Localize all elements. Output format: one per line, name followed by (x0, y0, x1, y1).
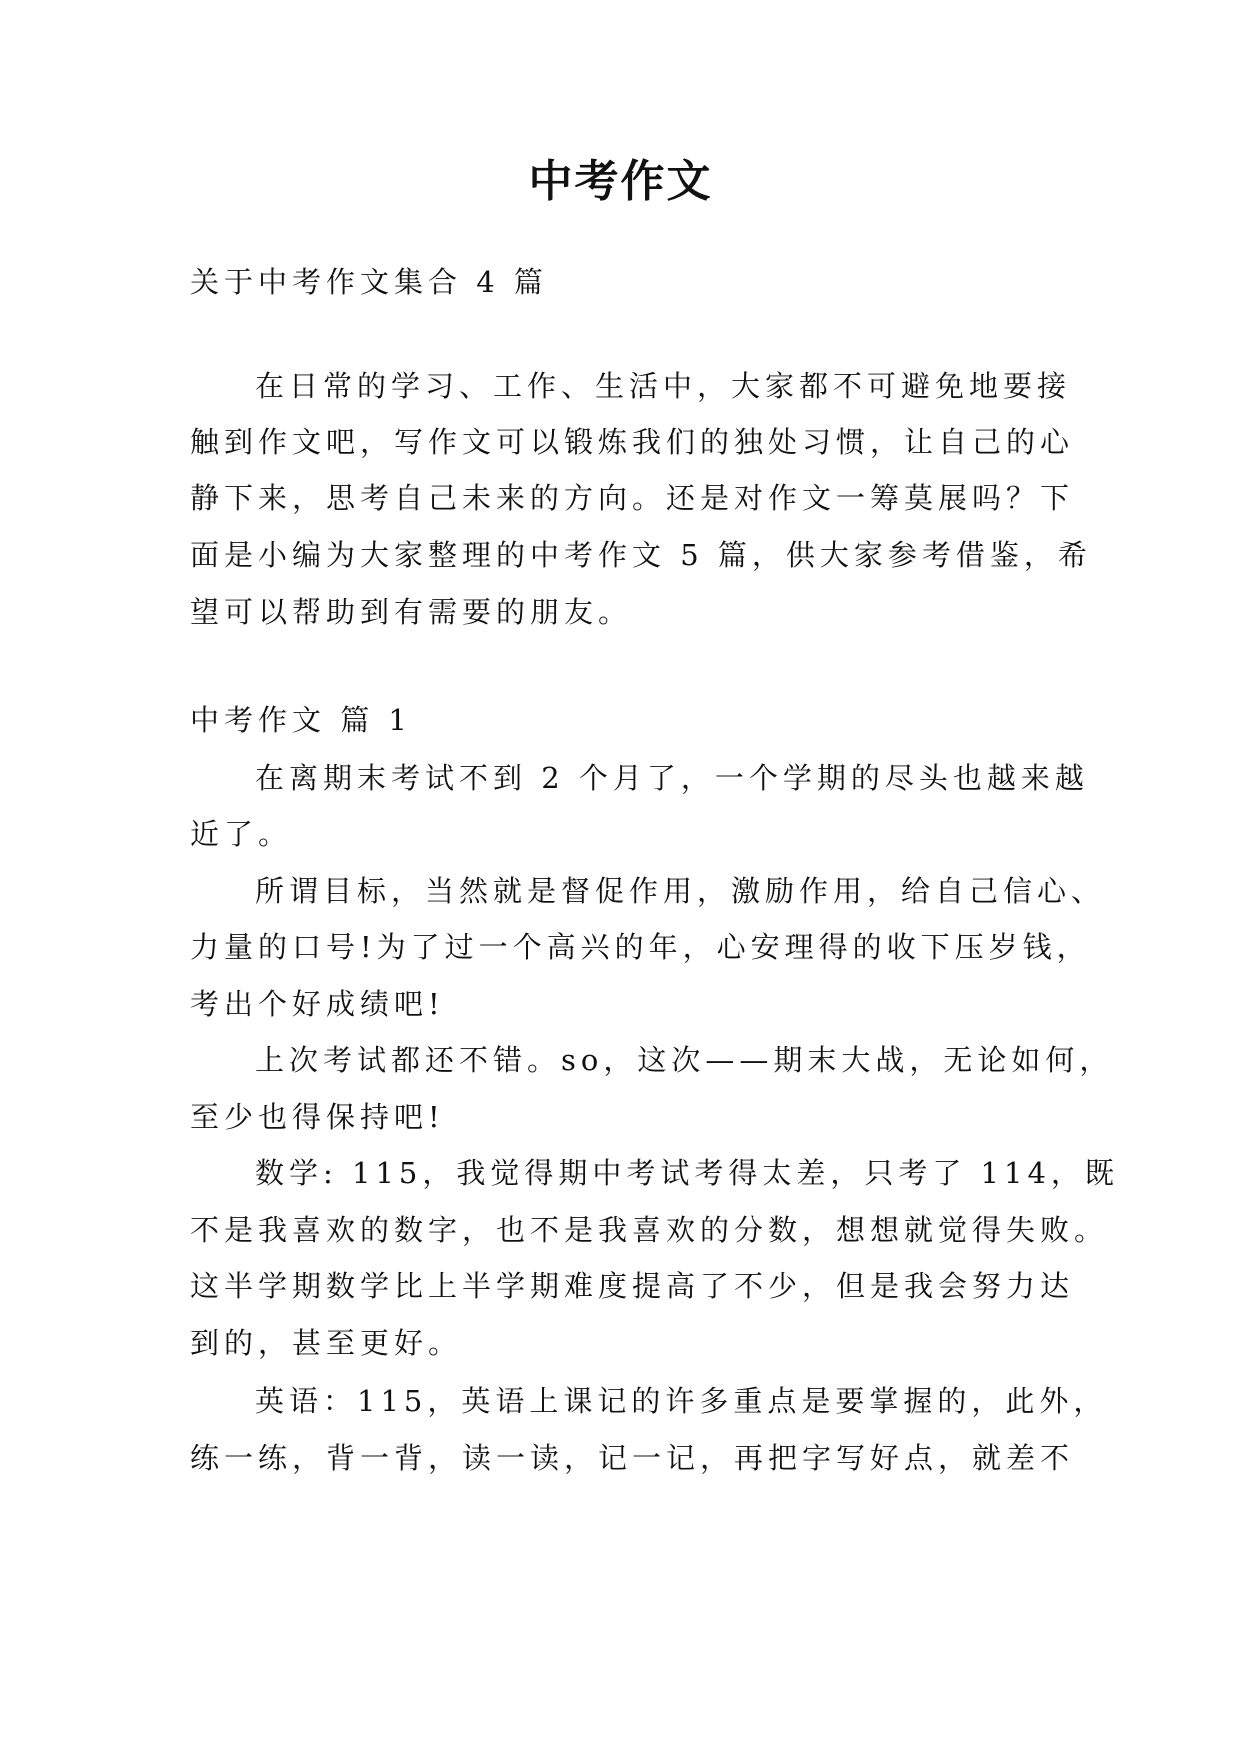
body-line: 数学: 115，我觉得期中考试考得太差，只考了 114，既 (255, 1156, 1119, 1190)
intro-line: 在日常的学习、工作、生活中，大家都不可避免地要接 (255, 369, 1072, 403)
intro-line: 触到作文吧，写作文可以锻炼我们的独处习惯，让自己的心 (190, 425, 1075, 459)
document-title: 中考作文 (528, 156, 713, 207)
body-line: 考出个好成绩吧! (190, 987, 445, 1021)
body-line: 力量的口号!为了过一个高兴的年，心安理得的收下压岁钱， (190, 930, 1091, 964)
intro-line: 面是小编为大家整理的中考作文 5 篇，供大家参考借鉴，希 (190, 538, 1092, 572)
body-line: 这半学期数学比上半学期难度提高了不少，但是我会努力达 (190, 1269, 1075, 1303)
body-line: 至少也得保持吧! (190, 1100, 445, 1134)
body-line: 到的，甚至更好。 (190, 1326, 463, 1360)
body-line: 近了。 (190, 817, 293, 851)
body-line: 英语：115，英语上课记的许多重点是要掌握的，此外， (255, 1384, 1108, 1418)
body-line: 所谓目标，当然就是督促作用，激励作用，给自己信心、 (255, 874, 1106, 908)
document-subtitle: 关于中考作文集合 4 篇 (190, 265, 548, 299)
body-line: 练一练，背一背，读一读，记一记，再把字写好点，就差不 (190, 1441, 1075, 1475)
body-line: 在离期末考试不到 2 个月了，一个学期的尽头也越来越 (255, 761, 1089, 795)
body-line: 不是我喜欢的数字，也不是我喜欢的分数，想想就觉得失败。 (190, 1213, 1109, 1247)
section-heading: 中考作文 篇 1 (190, 703, 412, 737)
intro-line: 望可以帮助到有需要的朋友。 (190, 595, 633, 629)
body-line: 上次考试都还不错。so，这次——期末大战，无论如何， (255, 1043, 1114, 1077)
intro-line: 静下来，思考自己未来的方向。还是对作文一筹莫展吗？下 (190, 481, 1075, 515)
